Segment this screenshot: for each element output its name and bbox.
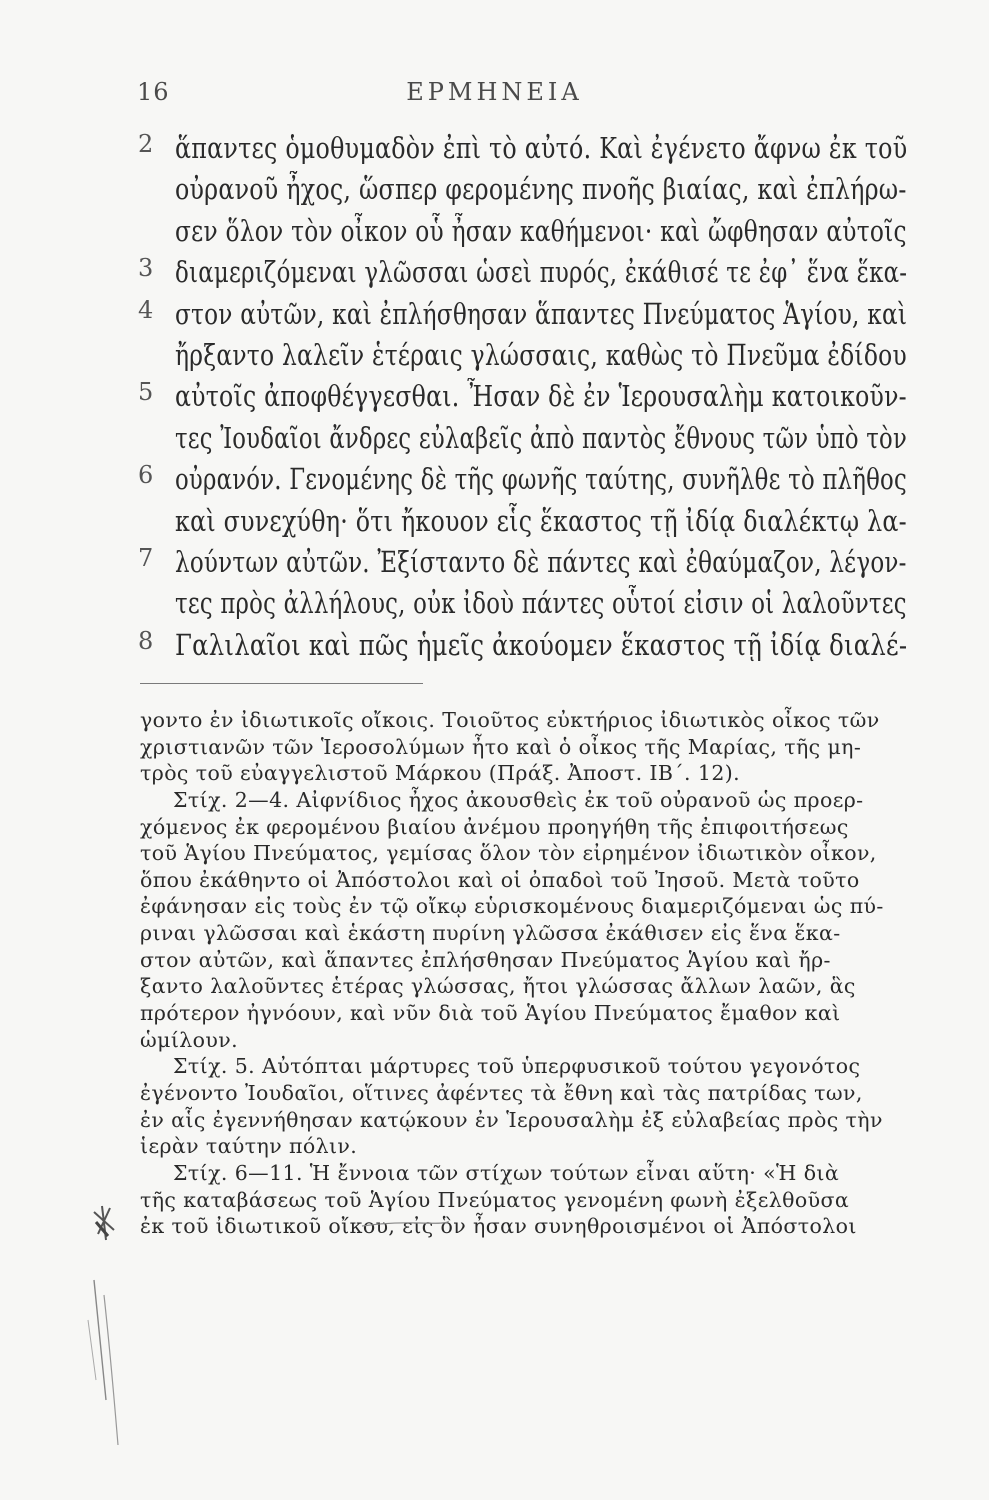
verse-number: 7 [138, 543, 154, 572]
commentary-line-text: τοῦ Ἁγίου Πνεύματος, γεμίσας ὅλον τὸν εἰρημένον ἰδιωτικὸν οἶκον, [140, 841, 877, 866]
text-line [0, 418, 989, 459]
text-line [0, 501, 989, 542]
line-text: αὐτοῖς ἀποφθέγγεσθαι. Ἦσαν δὲ ἐν Ἱερουσαλὴμ κατοικοῦν- [175, 380, 907, 414]
commentary-line [0, 1000, 989, 1027]
line-text: στον αὐτῶν, καὶ ἐπλήσθησαν ἅπαντες Πνεύματος Ἁγίου, καὶ [175, 297, 908, 331]
commentary-line-text: τῆς καταβάσεως τοῦ Ἁγίου Πνεύματος γενομένη φωνὴ ἐξελθοῦσα [140, 1187, 850, 1212]
page-number: 16 [137, 78, 170, 106]
commentary-line [0, 867, 989, 894]
line-text: λούντων αὐτῶν. Ἐξίσταντο δὲ πάντες καὶ ἐθαύμαζον, λέγον- [175, 545, 907, 579]
commentary-line-text: στον αὐτῶν, καὶ ἅπαντες ἐπλήσθησαν Πνεύματος Ἁγίου καὶ ἤρ- [140, 947, 831, 972]
line-text: σεν ὅλον τὸν οἶκον οὗ ἦσαν καθήμενοι· καὶ ὤφθησαν αὐτοῖς [175, 214, 907, 248]
text-line [0, 169, 989, 210]
commentary-line-text: ὅπου ἐκάθηντο οἱ Ἀπόστολοι καὶ οἱ ὀπαδοὶ τοῦ Ἰησοῦ. Μετὰ τοῦτο [140, 867, 860, 892]
line-text: Γαλιλαῖοι καὶ πῶς ἡμεῖς ἀκούομεν ἕκαστος τῇ ἰδίᾳ διαλέ- [175, 628, 908, 662]
commentary-line-text: πρότερον ἠγνόουν, καὶ νῦν διὰ τοῦ Ἁγίου Πνεύματος ἔμαθον καὶ [140, 1001, 841, 1026]
text-line [0, 335, 989, 376]
commentary-line [0, 734, 989, 761]
verse-number: 4 [138, 295, 154, 324]
commentary-line-text: Στίχ. 5. Αὐτόπται μάρτυρες τοῦ ὑπερφυσικοῦ τούτου γεγονότος [173, 1054, 861, 1079]
commentary-line-text: ἐγένοντο Ἰουδαῖοι, οἵτινες ἀφέντες τὰ ἔθνη καὶ τὰς πατρίδας των, [140, 1080, 863, 1105]
commentary-line-text: χόμενος ἐκ φερομένου βιαίου ἀνέμου προηγήθη τῆς ἐπιφοιτήσεως [140, 814, 849, 839]
commentary-line-text: τρὸς τοῦ εὐαγγελιστοῦ Μάρκου (Πράξ. Ἀποστ. ΙΒ΄. 12). [140, 761, 741, 786]
line-text: ἅπαντες ὁμοθυμαδὸν ἐπὶ τὸ αὐτό. Καὶ ἐγένετο ἄφνω ἐκ τοῦ [175, 132, 908, 165]
verse-number: 6 [138, 461, 154, 490]
commentary-line [0, 1107, 989, 1134]
commentary-line [0, 1080, 989, 1107]
commentary-line-text: ἐκ τοῦ ἰδιωτικοῦ οἴκου, εἰς ὃν ἦσαν συνηθροισμένοι οἱ Ἀπόστολοι [140, 1214, 857, 1239]
commentary-line [0, 814, 989, 841]
text-line [0, 128, 989, 169]
commentary-line [0, 893, 989, 920]
commentary-line [0, 1133, 989, 1160]
commentary-line [0, 707, 989, 734]
main-text [0, 128, 989, 666]
verse-number: 8 [138, 626, 154, 655]
commentary-line-text: ἐφάνησαν εἰς τοὺς ἐν τῷ οἴκῳ εὑρισκομένους διαμεριζόμεναι ὡς πύ- [140, 894, 884, 919]
verse-number: 5 [138, 378, 154, 407]
commentary-line [0, 973, 989, 1000]
line-text: καὶ συνεχύθη· ὅτι ἤκουον εἷς ἕκαστος τῇ ἰδίᾳ διαλέκτῳ λα- [175, 504, 907, 538]
commentary-line [0, 840, 989, 867]
commentary-line [0, 760, 989, 787]
running-title: ΕΡΜΗΝΕΙΑ [406, 78, 583, 106]
verse-number: 2 [138, 130, 154, 158]
commentary-line-text: γοντο ἐν ἰδιωτικοῖς οἴκοις. Τοιοῦτος εὐκτήριος ἰδιωτικὸς οἶκος τῶν [140, 708, 880, 732]
text-line [0, 294, 989, 335]
text-line [0, 376, 989, 417]
text-line [0, 211, 989, 252]
text-line [0, 625, 989, 666]
commentary-line [0, 1053, 989, 1080]
commentary-line [0, 920, 989, 947]
commentary-line [0, 787, 989, 814]
commentary-text [0, 707, 989, 1240]
footnote-rule [140, 683, 423, 684]
commentary-line-text: ἱερὰν ταύτην πόλιν. [140, 1134, 358, 1159]
commentary-line-text: Στίχ. 2—4. Αἰφνίδιος ἦχος ἀκουσθεὶς ἐκ τοῦ οὐρανοῦ ὡς προερ- [173, 787, 864, 812]
text-line [0, 542, 989, 583]
line-text: οὐρανόν. Γενομένης δὲ τῆς φωνῆς ταύτης, συνῆλθε τὸ πλῆθος [175, 463, 907, 497]
text-line [0, 459, 989, 500]
verse-number: 3 [138, 254, 154, 283]
commentary-line-text: ἐν αἷς ἐγεννήθησαν κατῴκουν ἐν Ἱερουσαλὴμ ἐξ εὐλαβείας πρὸς τὴν [140, 1107, 883, 1132]
text-line [0, 252, 989, 293]
commentary-line-text: ὡμίλουν. [140, 1027, 239, 1052]
line-text: οὐρανοῦ ἦχος, ὥσπερ φερομένης πνοῆς βιαίας, καὶ ἐπλήρω- [175, 173, 907, 207]
commentary-line-text: ριναι γλῶσσαι καὶ ἑκάστη πυρίνη γλῶσσα ἐκάθισεν εἰς ἕνα ἕκα- [140, 921, 841, 946]
line-text: τες Ἰουδαῖοι ἄνδρες εὐλαβεῖς ἀπὸ παντὸς ἔθνους τῶν ὑπὸ τὸν [175, 421, 907, 455]
commentary-line-text: Στίχ. 6—11. Ἡ ἔννοια τῶν στίχων τούτων εἶναι αὕτη· «Ἡ διὰ [173, 1160, 840, 1185]
commentary-line-text: ξαντο λαλοῦντες ἑτέρας γλώσσας, ἤτοι γλώσσας ἄλλων λαῶν, ἃς [140, 974, 856, 999]
commentary-line-text: χριστιανῶν τῶν Ἱεροσολύμων ἦτο καὶ ὁ οἶκος τῆς Μαρίας, τῆς μη- [140, 734, 862, 759]
pencil-margin-marks [80, 1200, 130, 1500]
line-text: ἤρξαντο λαλεῖν ἑτέραις γλώσσαις, καθὼς τὸ Πνεῦμα ἐδίδου [175, 338, 907, 372]
commentary-line [0, 947, 989, 974]
commentary-line [0, 1187, 989, 1214]
commentary-line [0, 1027, 989, 1054]
pencil-underline-mark [360, 1218, 450, 1232]
commentary-line [0, 1213, 989, 1240]
commentary-line [0, 1160, 989, 1187]
text-line [0, 583, 989, 624]
line-text: διαμεριζόμεναι γλῶσσαι ὡσεὶ πυρός, ἐκάθισέ τε ἐφ᾽ ἕνα ἕκα- [175, 256, 908, 290]
line-text: τες πρὸς ἀλλήλους, οὐκ ἰδοὺ πάντες οὗτοί εἰσιν οἱ λαλοῦντες [175, 587, 907, 621]
running-head [0, 78, 989, 108]
